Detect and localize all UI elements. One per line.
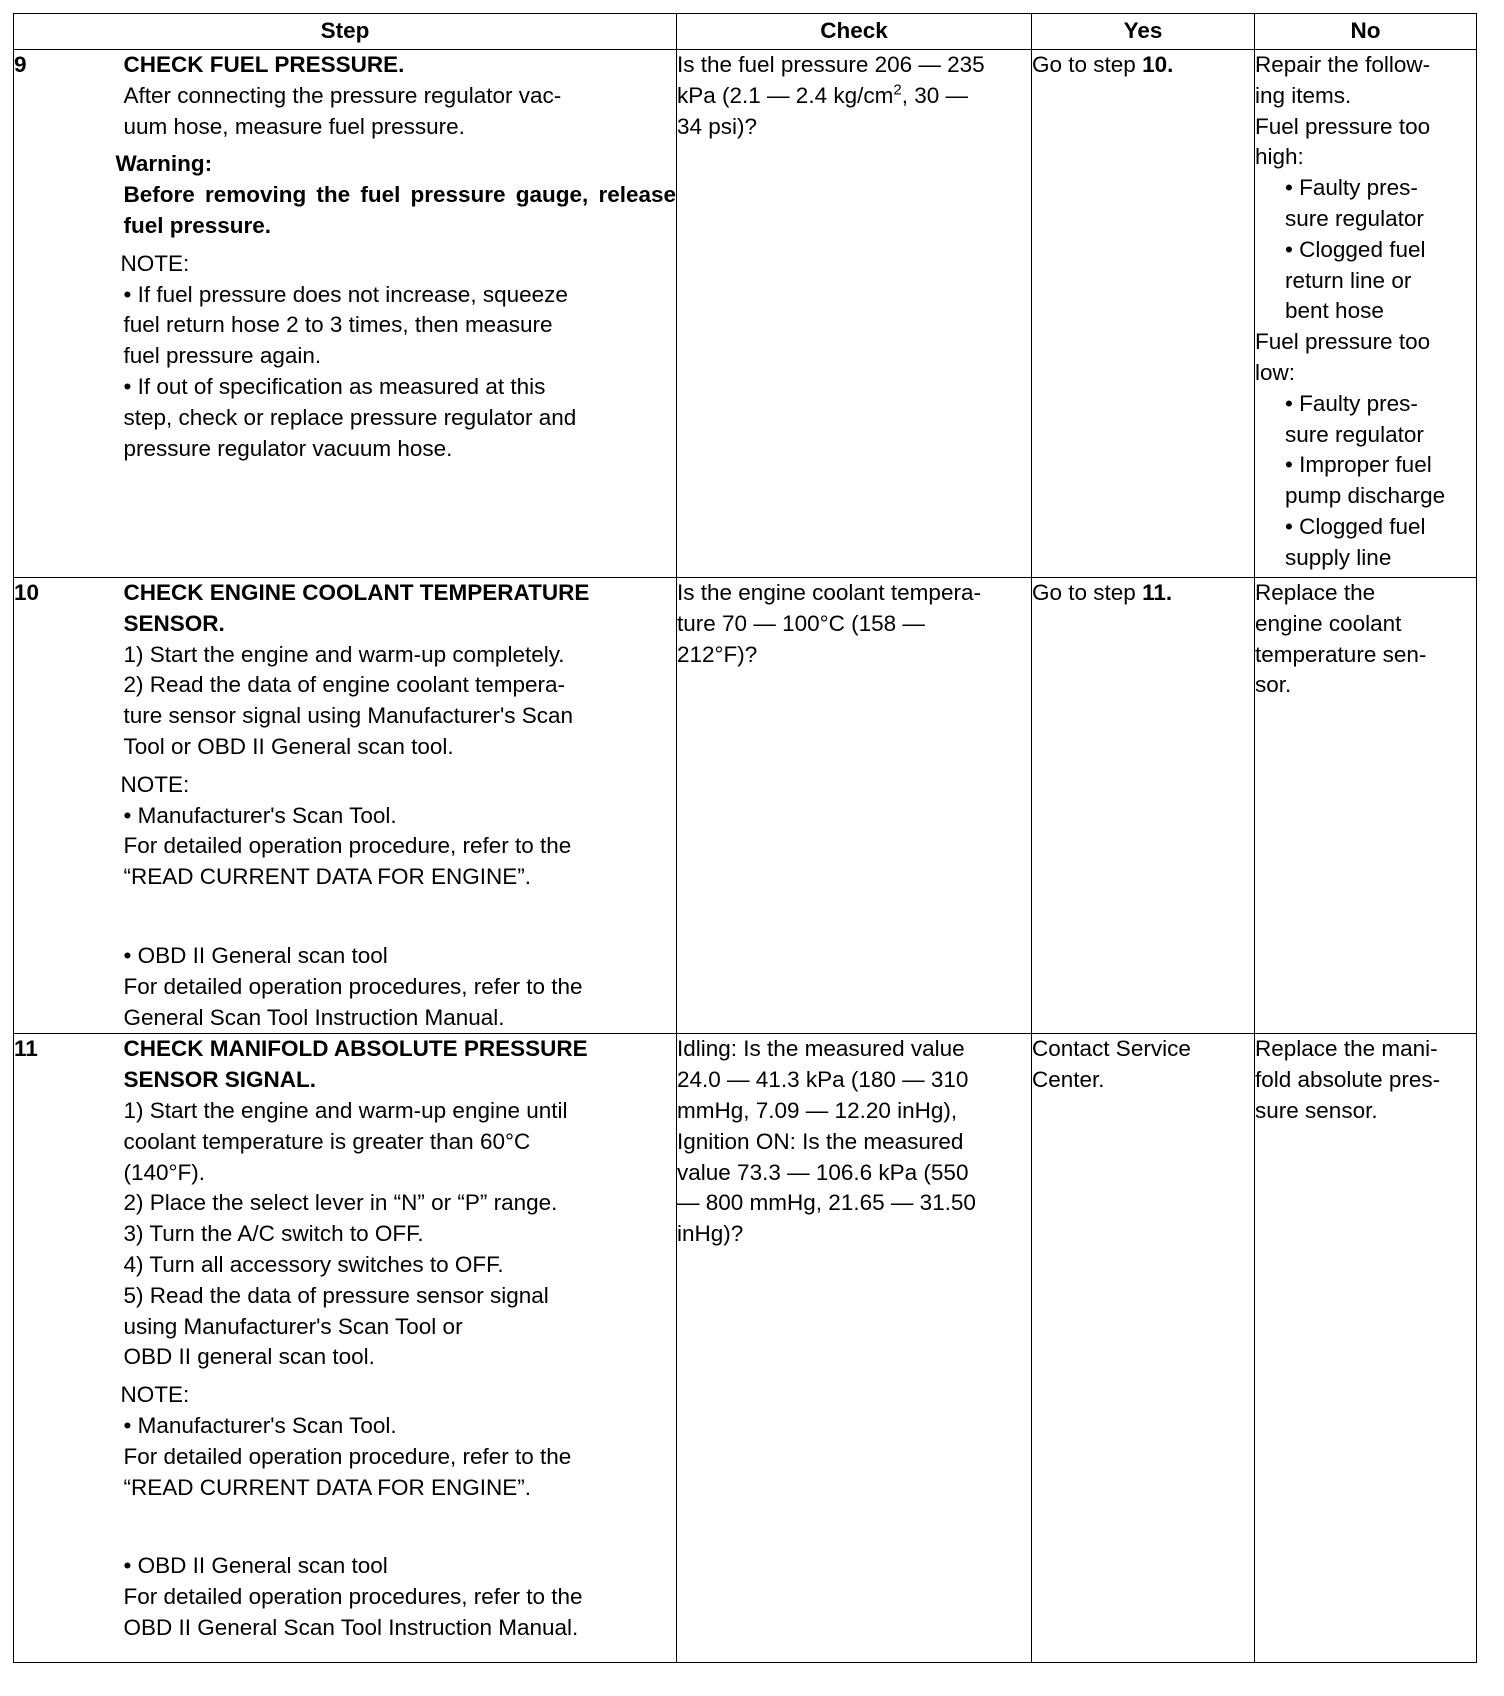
no-line: Replace the	[1255, 580, 1376, 605]
table-row-10	[14, 578, 1477, 1034]
note-line: “READ CURRENT DATA FOR ENGINE”.	[123, 864, 532, 890]
step-cell	[115, 50, 677, 578]
note-line: For detailed operation procedures, refer to the	[123, 1584, 583, 1610]
no-cell	[1255, 50, 1477, 578]
step-number: 11	[14, 1034, 124, 1663]
yes-text: Go to step	[1032, 52, 1143, 77]
yes-line: Contact Service	[1032, 1036, 1191, 1062]
check-line: inHg)?	[677, 1221, 744, 1247]
yes-cell	[1032, 578, 1255, 1034]
header-step: Step	[14, 14, 677, 50]
check-line: 212°F)?	[677, 641, 758, 667]
warning-text: Before removing the fuel pressure gauge, release fuel pressure.	[123, 182, 677, 238]
check-line	[677, 81, 1031, 112]
step-cell	[120, 578, 677, 1034]
check-text: kPa (2.1 — 2.4 kg/cm	[677, 82, 894, 108]
check-cell	[677, 578, 1032, 1034]
step-line: 2) Place the select lever in “N” or “P” range.	[123, 1190, 558, 1216]
no-line: ing items.	[1255, 82, 1352, 108]
step-line: using Manufacturer's Scan Tool or	[123, 1313, 463, 1339]
no-line: fold absolute pres-	[1255, 1067, 1441, 1093]
no-line: supply line	[1285, 544, 1392, 570]
note-label: NOTE:	[120, 1382, 190, 1408]
no-line: sure regulator	[1285, 205, 1424, 231]
no-line: engine coolant	[1255, 610, 1402, 636]
note-line: • Manufacturer's Scan Tool.	[123, 1412, 397, 1438]
note-label: NOTE:	[120, 771, 190, 797]
no-line: high:	[1255, 144, 1304, 170]
no-line: temperature sen-	[1255, 641, 1427, 667]
check-line: ture 70 — 100°C (158 —	[677, 610, 925, 636]
step-line: 3) Turn the A/C switch to OFF.	[123, 1221, 424, 1247]
header-no: No	[1255, 14, 1477, 50]
note-line: OBD II General Scan Tool Instruction Manual.	[123, 1614, 579, 1640]
step-line: ture sensor signal using Manufacturer's Scan	[123, 703, 574, 729]
check-line: Ignition ON: Is the measured	[677, 1128, 964, 1154]
note-line: For detailed operation procedures, refer to the	[123, 973, 583, 999]
step-line: After connecting the pressure regulator vac-	[123, 82, 562, 108]
no-line: Replace the mani-	[1255, 1036, 1438, 1062]
check-line: Is the fuel pressure 206 — 235	[677, 52, 985, 77]
yes-text: Go to step	[1032, 580, 1143, 605]
note-line: For detailed operation procedure, refer to the	[123, 833, 572, 859]
step-line: 1) Start the engine and warm-up completely.	[123, 641, 565, 667]
yes-cell	[1032, 50, 1255, 578]
note-line: • OBD II General scan tool	[123, 1553, 388, 1579]
warning-label: Warning:	[115, 151, 213, 177]
note-line: step, check or replace pressure regulator and	[123, 404, 577, 430]
check-line: — 800 mmHg, 21.65 — 31.50	[677, 1190, 976, 1216]
yes-cell	[1032, 1034, 1255, 1663]
note-line: fuel pressure again.	[123, 343, 322, 369]
check-line: Is the engine coolant tempera-	[677, 580, 981, 605]
step-line: OBD II general scan tool.	[123, 1344, 375, 1370]
no-line: • Clogged fuel	[1285, 513, 1426, 539]
no-line: pump discharge	[1285, 483, 1446, 509]
no-line: Repair the follow-	[1255, 52, 1431, 77]
note-line: • Manufacturer's Scan Tool.	[123, 802, 397, 828]
step-line: 5) Read the data of pressure sensor signal	[123, 1282, 549, 1308]
step-line: (140°F).	[123, 1159, 206, 1185]
table-row-9	[14, 50, 1477, 578]
check-line: mmHg, 7.09 — 12.20 inHg),	[677, 1097, 958, 1123]
check-line: Idling: Is the measured value	[677, 1036, 965, 1062]
yes-step-ref: 11.	[1142, 580, 1173, 605]
step-line: 4) Turn all accessory switches to OFF.	[123, 1251, 504, 1277]
check-text: , 30 —	[901, 82, 968, 108]
no-line: low:	[1255, 359, 1296, 385]
step-number: 9	[14, 50, 124, 578]
header-row	[14, 14, 1477, 50]
no-line: • Clogged fuel	[1285, 236, 1426, 262]
no-line: bent hose	[1285, 298, 1384, 324]
no-line: • Faulty pres-	[1285, 175, 1418, 201]
note-line: “READ CURRENT DATA FOR ENGINE”.	[123, 1474, 532, 1500]
step-line: uum hose, measure fuel pressure.	[123, 113, 465, 139]
table-row-11	[14, 1034, 1477, 1663]
step-title: SENSOR.	[123, 610, 225, 636]
no-line: sure sensor.	[1255, 1097, 1378, 1123]
note-line: • If out of specification as measured at this	[123, 373, 546, 399]
step-cell	[120, 1034, 677, 1663]
note-line: pressure regulator vacuum hose.	[123, 435, 453, 461]
note-label: NOTE:	[120, 250, 190, 276]
header-yes: Yes	[1032, 14, 1255, 50]
step-title: CHECK MANIFOLD ABSOLUTE PRESSURE	[123, 1036, 588, 1062]
yes-line: Center.	[1032, 1067, 1105, 1093]
no-line: Fuel pressure too	[1255, 329, 1431, 355]
step-title: CHECK FUEL PRESSURE.	[123, 52, 405, 77]
step-title: SENSOR SIGNAL.	[123, 1067, 317, 1093]
note-line: fuel return hose 2 to 3 times, then measure	[123, 312, 553, 338]
note-line: General Scan Tool Instruction Manual.	[123, 1004, 505, 1030]
step-number: 10	[14, 578, 124, 1034]
no-line: sure regulator	[1285, 421, 1424, 447]
step-line: 2) Read the data of engine coolant tempera-	[123, 672, 566, 698]
step-line: coolant temperature is greater than 60°C	[123, 1128, 531, 1154]
no-line: • Faulty pres-	[1285, 390, 1418, 416]
check-line: 34 psi)?	[677, 113, 758, 139]
no-line: sor.	[1255, 672, 1292, 698]
check-line: value 73.3 — 106.6 kPa (550	[677, 1159, 969, 1185]
check-cell	[677, 1034, 1032, 1663]
step-title: CHECK ENGINE COOLANT TEMPERATURE	[123, 580, 590, 605]
note-line: • If fuel pressure does not increase, squeeze	[123, 281, 568, 307]
no-cell	[1255, 1034, 1477, 1663]
note-line: • OBD II General scan tool	[123, 942, 388, 968]
superscript: 2	[893, 81, 902, 99]
check-line: 24.0 — 41.3 kPa (180 — 310	[677, 1067, 969, 1093]
header-check: Check	[677, 14, 1032, 50]
yes-step-ref: 10.	[1142, 52, 1174, 77]
no-line: return line or	[1285, 267, 1412, 293]
no-line: Fuel pressure too	[1255, 113, 1431, 139]
diagnostic-table	[13, 13, 1477, 1663]
check-cell	[677, 50, 1032, 578]
step-line: 1) Start the engine and warm-up engine until	[123, 1097, 568, 1123]
step-line: Tool or OBD II General scan tool.	[123, 733, 454, 759]
note-line: For detailed operation procedure, refer to the	[123, 1443, 572, 1469]
no-cell	[1255, 578, 1477, 1034]
no-line: • Improper fuel	[1285, 452, 1432, 478]
